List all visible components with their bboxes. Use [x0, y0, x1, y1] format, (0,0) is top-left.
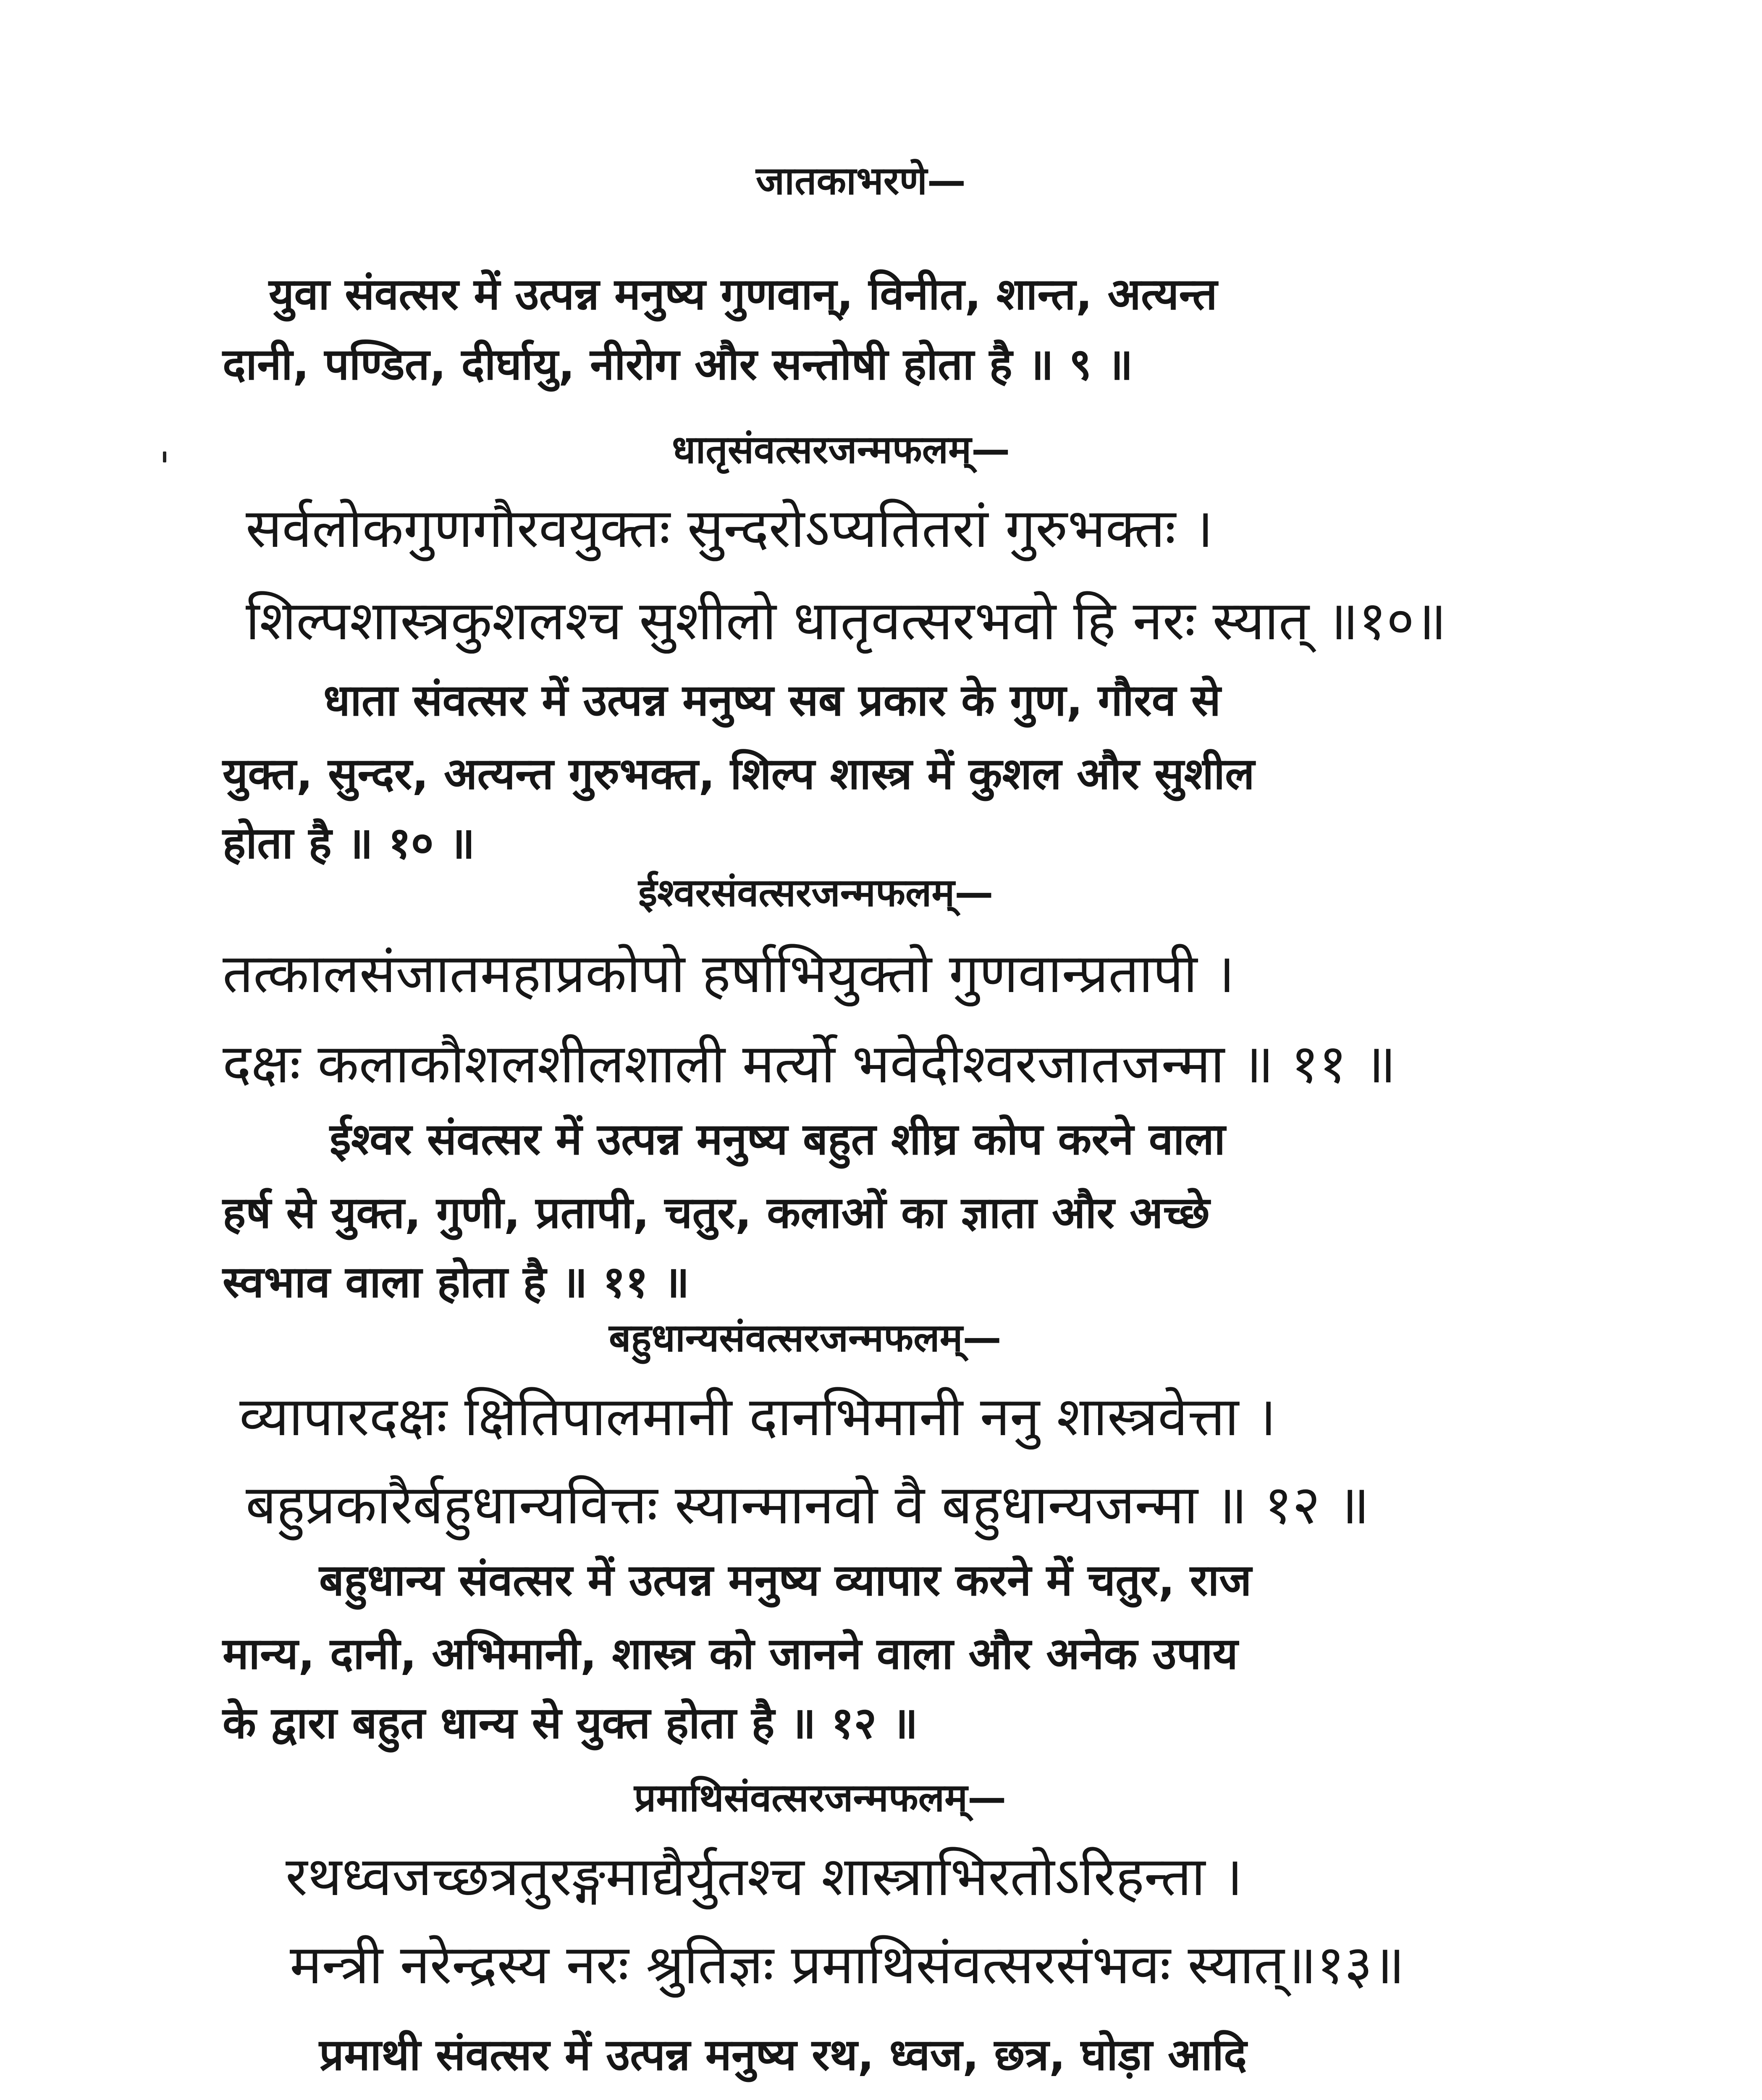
prose-line: युक्त, सुन्दर, अत्यन्त गुरुभक्त, शिल्प शास्त्र में कुशल और सुशील: [223, 748, 1255, 799]
verse-line: व्यापारदक्षः क्षितिपालमानी दानभिमानी ननु शास्त्रवेत्ता ।: [239, 1386, 1277, 1448]
prose-line: हर्ष से युक्त, गुणी, प्रतापी, चतुर, कलाओं का ज्ञाता और अच्छे: [223, 1187, 1210, 1238]
verse-line: दक्षः कलाकौशलशीलशाली मर्त्यो भवेदीश्वरजातजन्मा ॥ ११ ॥: [223, 1033, 1396, 1095]
section-heading: बहुधान्यसंवत्सरजन्मफलम्—: [609, 1315, 1002, 1360]
prose-line: बहुधान्य संवत्सर में उत्पन्न मनुष्य व्यापार करने में चतुर, राज: [319, 1554, 1252, 1606]
section-heading: प्रमाथिसंवत्सरजन्मफलम्—: [634, 1775, 1007, 1820]
section-heading: धातृसंवत्सरजन्मफलम्—: [672, 427, 1010, 472]
prose-line: प्रमाथी संवत्सर में उत्पन्न मनुष्य रथ, ध्वज, छत्र, घोड़ा आदि: [319, 2029, 1247, 2080]
running-head: जातकाभरणे—: [756, 158, 966, 203]
verse-line: मन्त्री नरेन्द्रस्य नरः श्रुतिज्ञः प्रमाथिसंवत्सरसंभवः स्यात्॥१३॥: [290, 1934, 1405, 1996]
prose-line: मान्य, दानी, अभिमानी, शास्त्र को जानने वाला और अनेक उपाय: [223, 1628, 1238, 1679]
verse-line: सर्वलोकगुणगौरवयुक्तः सुन्दरोऽप्यतितरां गुरुभक्तः ।: [246, 497, 1214, 560]
section-heading: ईश्वरसंवत्सरजन्मफलम्—: [638, 870, 994, 915]
scan-speck: [163, 452, 166, 462]
verse-line: शिल्पशास्त्रकुशलश्च सुशीलो धातृवत्सरभवो हि नरः स्यात् ॥१०॥: [246, 590, 1447, 652]
verse-line: तत्कालसंजातमहाप्रकोपो हर्षाभियुक्तो गुणवान्प्रतापी ।: [223, 942, 1235, 1005]
verse-line: रथध्वजच्छत्रतुरङ्गमाद्यैर्युतश्च शास्त्राभिरतोऽरिहन्ता ।: [286, 1845, 1243, 1908]
prose-line: स्वभाव वाला होता है ॥ ११ ॥: [223, 1256, 690, 1307]
prose-line: ईश्वर संवत्सर में उत्पन्न मनुष्य बहुत शीघ्र कोप करने वाला: [330, 1113, 1226, 1165]
prose-line: युवा संवत्सर में उत्पन्न मनुष्य गुणवान्, विनीत, शान्त, अत्यन्त: [269, 268, 1217, 320]
prose-line: के द्वारा बहुत धान्य से युक्त होता है ॥ १२ ॥: [223, 1697, 918, 1748]
prose-line: दानी, पण्डित, दीर्घायु, नीरोग और सन्तोषी होता है ॥ ९ ॥: [223, 339, 1133, 390]
prose-line: होता है ॥ १० ॥: [223, 817, 475, 869]
verse-line: बहुप्रकारैर्बहुधान्यवित्तः स्यान्मानवो वै बहुधान्यजन्मा ॥ १२ ॥: [246, 1474, 1370, 1536]
prose-line: धाता संवत्सर में उत्पन्न मनुष्य सब प्रकार के गुण, गौरव से: [323, 675, 1221, 726]
